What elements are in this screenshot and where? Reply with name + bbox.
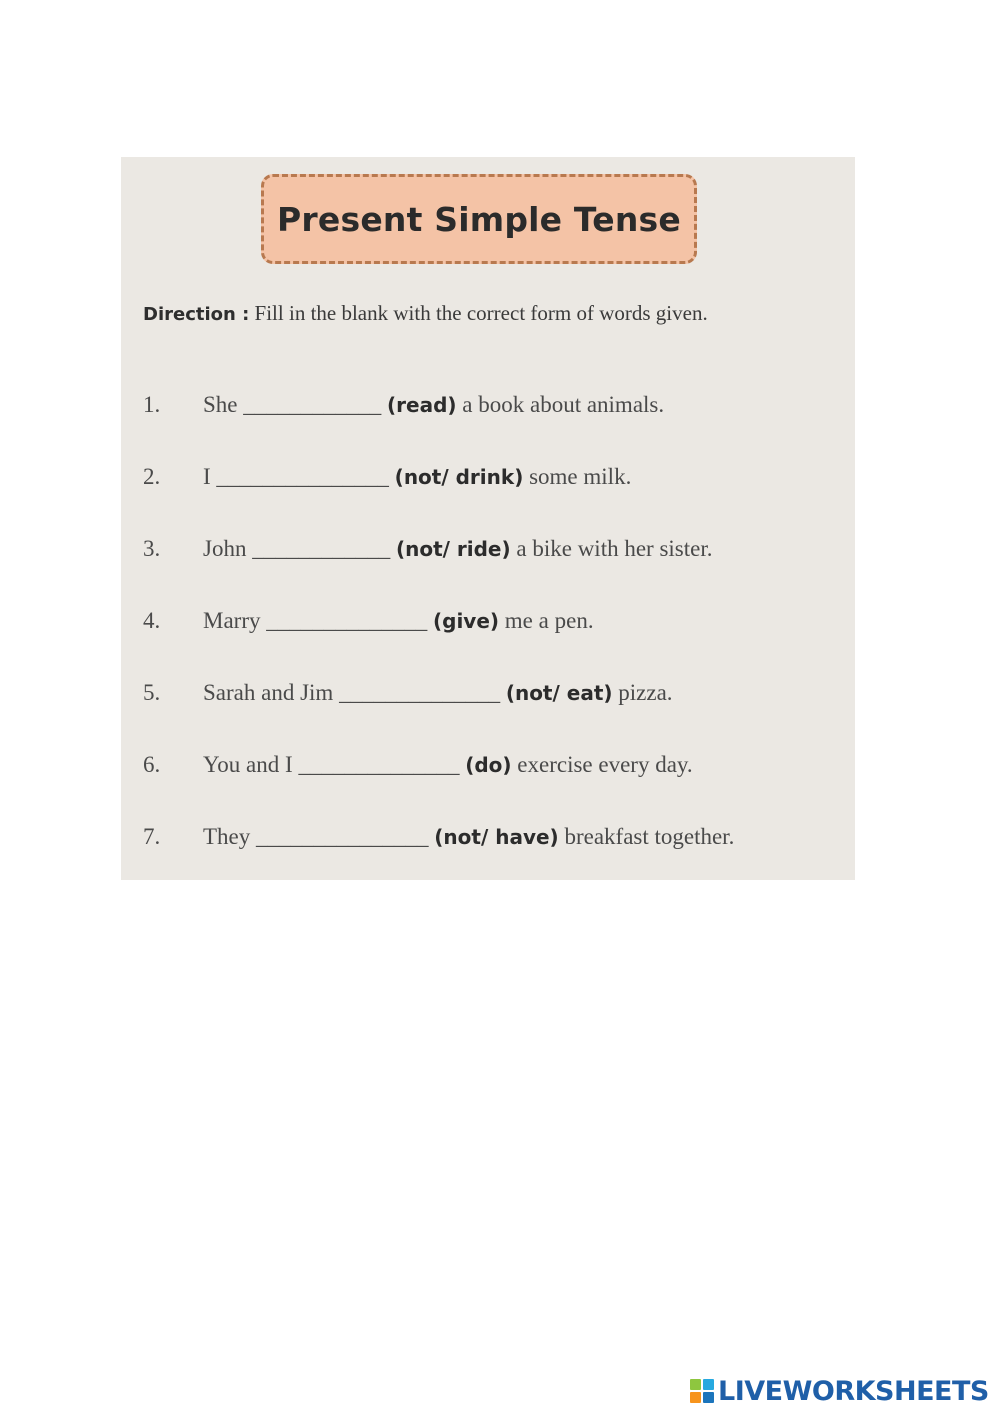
exercise-item-1 bbox=[143, 389, 664, 421]
item-subject: Marry bbox=[203, 608, 267, 633]
title-box bbox=[261, 174, 697, 264]
exercise-item-5 bbox=[143, 677, 673, 709]
direction-line bbox=[143, 301, 708, 326]
item-subject: You and I bbox=[203, 752, 299, 777]
item-number: 2. bbox=[143, 464, 161, 489]
logo-text: LIVEWORKSHEETS bbox=[718, 1375, 989, 1407]
item-rest: me a pen. bbox=[499, 608, 594, 633]
item-number: 1. bbox=[143, 392, 161, 417]
worksheet-panel bbox=[121, 157, 855, 880]
direction-text: Fill in the blank with the correct form of words given. bbox=[249, 301, 708, 325]
verb-hint: (not/ eat) bbox=[505, 681, 613, 705]
answer-blank[interactable]: ______________ bbox=[339, 680, 501, 705]
exercise-item-3 bbox=[143, 533, 713, 565]
item-rest: pizza. bbox=[612, 680, 673, 705]
liveworksheets-logo-icon bbox=[690, 1379, 714, 1403]
item-subject: John bbox=[203, 536, 253, 561]
item-number: 5. bbox=[143, 680, 161, 705]
item-rest: exercise every day. bbox=[511, 752, 693, 777]
verb-hint: (not/ have) bbox=[434, 825, 559, 849]
verb-hint: (read) bbox=[387, 393, 457, 417]
verb-hint: (not/ drink) bbox=[394, 465, 524, 489]
verb-hint: (not/ ride) bbox=[395, 537, 511, 561]
exercise-item-4 bbox=[143, 605, 594, 637]
item-rest: a bike with her sister. bbox=[510, 536, 713, 561]
worksheet-title: Present Simple Tense bbox=[277, 199, 681, 239]
answer-blank[interactable]: ____________ bbox=[252, 536, 391, 561]
direction-label: Direction : bbox=[143, 304, 250, 325]
exercise-item-2 bbox=[143, 461, 631, 493]
item-number: 4. bbox=[143, 608, 161, 633]
item-rest: some milk. bbox=[523, 464, 632, 489]
item-subject: She bbox=[203, 392, 244, 417]
exercise-item-7 bbox=[143, 821, 734, 853]
item-rest: breakfast together. bbox=[558, 824, 735, 849]
exercise-item-6 bbox=[143, 749, 693, 781]
answer-blank[interactable]: _______________ bbox=[216, 464, 389, 489]
answer-blank[interactable]: ______________ bbox=[266, 608, 428, 633]
item-number: 7. bbox=[143, 824, 161, 849]
liveworksheets-logo bbox=[690, 1376, 989, 1406]
answer-blank[interactable]: ____________ bbox=[243, 392, 382, 417]
verb-hint: (give) bbox=[432, 609, 500, 633]
item-subject: Sarah and Jim bbox=[203, 680, 340, 705]
item-subject: I bbox=[203, 464, 217, 489]
verb-hint: (do) bbox=[465, 753, 512, 777]
answer-blank[interactable]: ______________ bbox=[298, 752, 460, 777]
answer-blank[interactable]: _______________ bbox=[256, 824, 429, 849]
item-number: 3. bbox=[143, 536, 161, 561]
item-number: 6. bbox=[143, 752, 161, 777]
item-rest: a book about animals. bbox=[456, 392, 665, 417]
item-subject: They bbox=[203, 824, 257, 849]
